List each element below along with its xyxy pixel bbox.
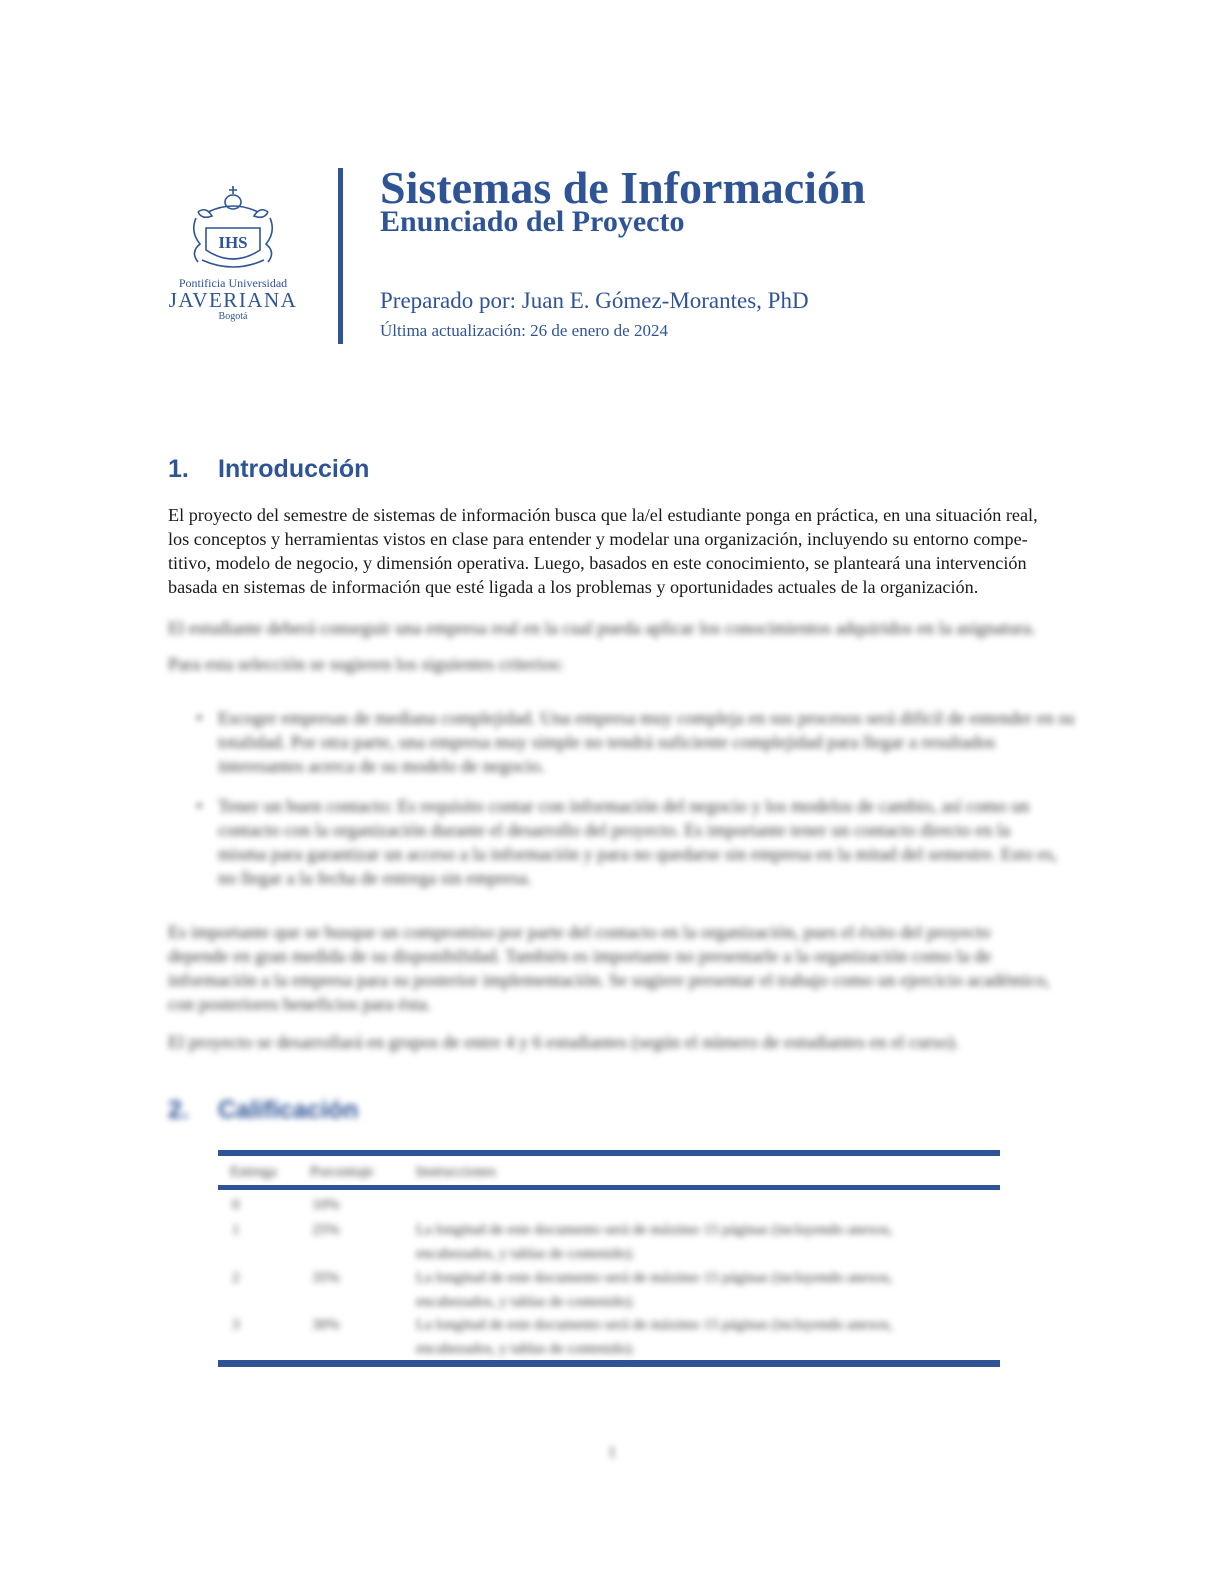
paragraph-line: Para esta selección se sugieren los siguientes criterios: <box>168 654 564 674</box>
paragraph-line: contacto con la organización durante el desarrollo del proyecto. Es importante tener un contacto directo en la <box>218 820 1011 840</box>
cell-instrucciones: encabezados, y tablas de contenido). <box>416 1246 636 1262</box>
page-number: 1 <box>608 1444 616 1461</box>
cell-instrucciones: La longitud de este documento será de máximo 15 páginas (incluyendo anexos, <box>416 1317 893 1333</box>
blurred-paragraph-5 <box>168 1030 1048 1054</box>
document-subtitle: Enunciado del Proyecto <box>380 205 685 238</box>
cell-entrega: 1 <box>232 1222 240 1238</box>
column-header: Porcentaje <box>310 1164 374 1180</box>
cell-entrega: 2 <box>232 1270 240 1286</box>
cell-porcentaje: 10% <box>312 1197 340 1213</box>
section-number: 1. <box>168 455 189 483</box>
column-header: Entrega <box>230 1164 277 1180</box>
author-line: Preparado por: Juan E. Gómez-Morantes, PhD <box>380 288 809 313</box>
bullet-icon: • <box>196 796 203 816</box>
logo-line-1: Pontificia Universidad <box>178 276 288 290</box>
paragraph-line: titivo, modelo de negocio, y dimensión operativa. Luego, basados en este conocimiento, se planteará una intervención <box>168 553 1027 573</box>
paragraph-line: Escoger empresas de mediana complejidad. Una empresa muy compleja en sus procesos será difícil de entender en su <box>218 708 1075 728</box>
blurred-paragraph-2 <box>168 616 1048 640</box>
section-title: Introducción <box>218 455 370 483</box>
svg-text:IHS: IHS <box>218 233 248 252</box>
section-number: 2. <box>168 1096 189 1124</box>
header-divider <box>338 168 343 344</box>
cell-instrucciones: encabezados, y tablas de contenido). <box>416 1294 636 1310</box>
paragraph-line: interesantes acerca de su modelo de negocio. <box>218 756 545 776</box>
paragraph-line: Tener un buen contacto: Es requisito contar con información del negocio y los modelos de cambio, así como un <box>218 796 1030 816</box>
paragraph-line: Es importante que se busque un compromiso por parte del contacto en la organización, pues el éxito del proyecto <box>168 922 991 942</box>
paragraph-line: El estudiante deberá conseguir una empresa real en la cual pueda aplicar los conocimientos adquiridos en la asignatura. <box>168 618 1036 638</box>
document-title: Sistemas de Información <box>380 162 866 213</box>
paragraph-line: misma para garantizar un acceso a la información y para no quedarse sin empresa en la mitad del semestre. Esto es, <box>218 844 1058 864</box>
logo-line-2: JAVERIANA <box>168 288 298 312</box>
paragraph-line: los conceptos y herramientas vistos en clase para entender y modelar una organización, incluyendo su entorno compe- <box>168 529 1028 549</box>
paragraph-line: depende en gran medida de su disponibilidad. También es importante no presentarle a la organización como la de <box>168 946 992 966</box>
section-heading-calificacion <box>168 1096 358 1125</box>
section-heading-introduccion <box>168 455 369 484</box>
last-updated-line: Última actualización: 26 de enero de 2024 <box>380 321 668 340</box>
cell-instrucciones: encabezados, y tablas de contenido). <box>416 1341 636 1357</box>
paragraph-line: no llegar a la fecha de entrega sin empresa. <box>218 868 532 888</box>
intro-paragraph <box>168 503 1048 599</box>
column-header: Instrucciones <box>416 1164 496 1180</box>
blurred-paragraph-3 <box>168 652 1048 676</box>
cell-instrucciones: La longitud de este documento será de máximo 15 páginas (incluyendo anexos, <box>416 1222 893 1238</box>
section-title: Calificación <box>218 1096 359 1124</box>
paragraph-line: El proyecto del semestre de sistemas de información busca que la/el estudiante ponga en práctica, en una situación real, <box>168 505 1038 525</box>
blurred-paragraph-4 <box>168 920 1048 1016</box>
cell-entrega: 3 <box>232 1317 240 1333</box>
table-bottom-rule <box>218 1360 1000 1367</box>
logo-line-3: Bogotá <box>218 311 248 322</box>
cell-porcentaje: 35% <box>312 1270 340 1286</box>
table-top-rule <box>218 1150 1000 1156</box>
cell-porcentaje: 25% <box>312 1222 340 1238</box>
cell-instrucciones: La longitud de este documento será de máximo 15 páginas (incluyendo anexos, <box>416 1270 893 1286</box>
cell-porcentaje: 30% <box>312 1317 340 1333</box>
paragraph-line: información a la empresa para su posterior implementación. Se sugiere presentar el trabajo como un ejercicio académico, <box>168 970 1050 990</box>
paragraph-line: El proyecto se desarrollará en grupos de entre 4 y 6 estudiantes (según el número de estudiantes en el curso). <box>168 1032 959 1052</box>
paragraph-line: basada en sistemas de información que esté ligada a los problemas y oportunidades actuales de la organización. <box>168 577 979 597</box>
paragraph-line: totalidad. Por otra parte, una empresa muy simple no tendrá suficiente complejidad para llegar a resultados <box>218 732 996 752</box>
table-header-rule <box>218 1185 1000 1190</box>
bullet-icon: • <box>196 708 203 728</box>
cell-entrega: 0 <box>232 1197 240 1213</box>
paragraph-line: con posteriores beneficios para ésta. <box>168 994 432 1014</box>
